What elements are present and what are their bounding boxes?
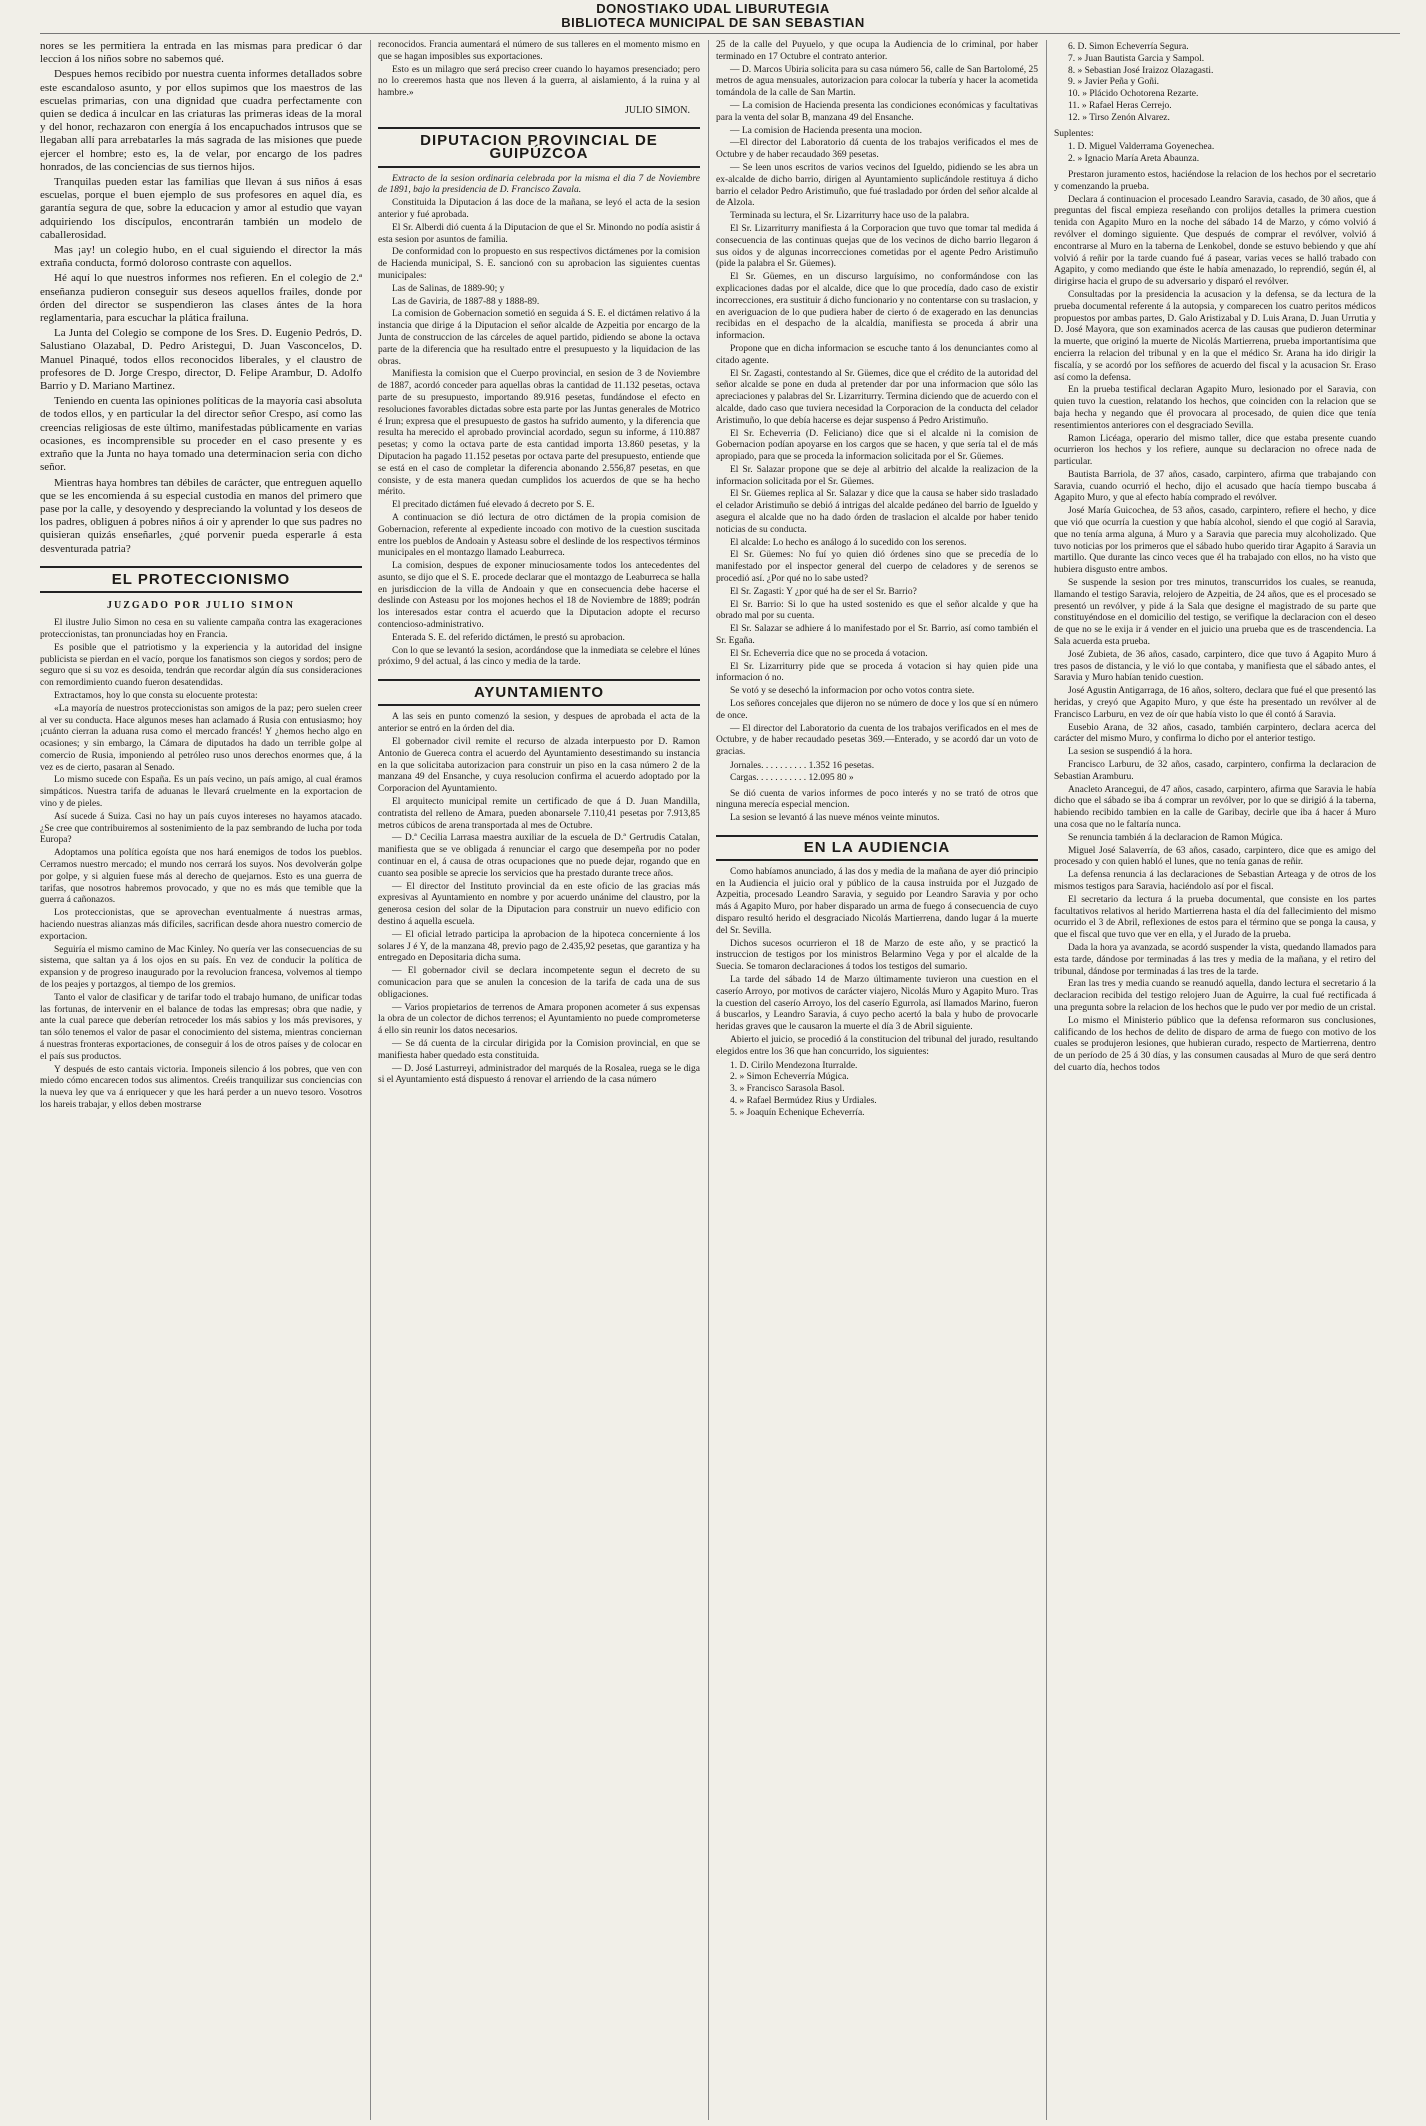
article-signature: JULIO SIMON. <box>625 104 690 116</box>
paragraph: Los proteccionistas, que se aprovechan eventualmente á nuestras armas, haciendo nuestras alianzas más difíciles, sacrifican desde ahora nuestro comercio de exportacion. <box>40 908 362 942</box>
column-4 <box>1054 40 1376 2120</box>
paragraph: A continuacion se dió lectura de otro dictámen de la propia comision de Gobernacion, referente al expediente incoado con motivo de la cuestion suscitada entre los pueblos de Andoain y Asteasu sobre el deslinde de los respectivos términos municipales en el montazgo llamado Leaburreca. <box>378 512 700 559</box>
paragraph: — El director del Instituto provincial da en este oficio de las gracias más expresivas al Ayuntamiento en nombre y por acuerdo unánime del claustro, por la generosa cesion del solar de la Diputacion para construir un nuevo edificio con destino á aquella escuela. <box>378 881 700 928</box>
paragraph: Extracto de la sesion ordinaria celebrada por la misma el dia 7 de Noviembre de 1891, bajo la presidencia de D. Francisco Zavala. <box>378 173 700 196</box>
paragraph: José Zubieta, de 36 años, casado, carpintero, dice que tuvo á Agapito Muro á tres pasos de distancia, y le vió lo que contaba, y manifiesta que el sábado antes, el Saravia y Muro habían tenido cuestion. <box>1054 649 1376 684</box>
paragraph: El Sr. Echeverria (D. Feliciano) dice que si el alcalde ni la comision de Gobernacion podían apoyarse en los cargos que se hacen, y que sería tal el de más apropiado, para que se proceda la informacion solicitada por el Sr. Güemes. <box>716 428 1038 463</box>
paragraph: La sesion se suspendió á la hora. <box>1068 747 1193 758</box>
paragraph: Tranquilas pueden estar las familias que llevan á sus niños á esas escuelas, porque el buen ejemplo de sus profesores en aquel día, es garantía segura de que, sobre la educacion y amor al estudio que vayan adquiriendo los discípulos, encontrarán también un modelo de caballerosidad. <box>40 176 362 241</box>
jury-list <box>1054 42 1376 125</box>
accounts-table <box>716 761 1038 785</box>
paragraph: La defensa renuncia á las declaraciones de Sebastian Arteaga y de otros de los mismos testigos para Saravia, haciéndolo así por el fiscal. <box>1054 870 1376 892</box>
paragraph: De conformidad con lo propuesto en sus respectivos dictámenes por la comision de Hacienda municipal, S. E. sancionó con su aprobacion las siguientes cuentas municipales: <box>378 247 700 281</box>
paragraph: Hé aquí lo que nuestros informes nos refieren. En el colegio de 2.ª enseñanza pudieron conseguir sus deseos aquellos frailes, donde por órden del director se suspendieron las clases ántes de la hora reglamentaria, para escuchar la plática frailuna. <box>40 272 362 325</box>
paragraph: El gobernador civil remite el recurso de alzada interpuesto por D. Ramon Antonio de Guereca contra el acuerdo del Ayuntamiento desestimando su instancia en la que solicitaba autorizacion para construir un piso en la casa número 2 de la manzana 49 del Ensanche, y cuya resolucion confirma el acuerdo adoptado por la Corporacion del Ayuntamiento. <box>378 737 700 795</box>
paragraph: El arquitecto municipal remite un certificado de que á D. Juan Mandilla, contratista del relleno de Amara, pueden abonarsele 7.110,41 pesetas por 7.913,85 metros cúbicos de arena transportada al mes de Octubre. <box>378 797 700 831</box>
paragraph: El Sr. Güemes: No fuí yo quien dió órdenes sino que se precedía de lo manifestado por el inspector general del cuerpo de celadores y de serenos se procedió así. ¿Por qué no lo sabe usted? <box>716 550 1038 585</box>
paragraph: — D. José Lasturreyi, administrador del marqués de la Rosalea, ruega se le diga si el Ayuntamiento está dispuesto á renovar el arriendo de la casa número <box>378 1063 700 1086</box>
paragraph: Así sucede á Suiza. Casi no hay un país cuyos intereses no hayamos atacado. ¿Se cree que contribuiremos al sostenimiento de la paz sembrando de lucha por toda Europa? <box>40 811 362 846</box>
jury-member: 12. » Tirso Zenón Alvarez. <box>1068 112 1170 123</box>
paragraph: El Sr. Zagasti: Y ¿por qué ha de ser el Sr. Barrio? <box>730 586 917 597</box>
paragraph: — El director del Laboratorio da cuenta de los trabajos verificados en el mes de Octubre, y de haber recaudado pesetas 369.—Enterado, y se acordó dar un voto de gracias. <box>716 723 1038 758</box>
paragraph: Se dió cuenta de varios informes de poco interés y no se trató de otros que ninguna merecía especial mencion. <box>716 788 1038 811</box>
paragraph: Constituida la Diputacion á las doce de la mañana, se leyó el acta de la sesion anterior y fué aprobada. <box>378 198 700 220</box>
paragraph: nores se les permitiera la entrada en las mismas para predicar ó dar leccion á los niños sobre no sabemos qué. <box>40 40 362 66</box>
paragraph: El Sr. Salazar se adhiere á lo manifestado por el Sr. Barrio, así como también el Sr. Egaña. <box>716 624 1038 647</box>
paragraph: — El oficial letrado participa la aprobacion de la hipoteca concerniente á los solares J é Y, de la manzana 48, previo pago de 2.435,92 pesetas, que garantiza y ha entregado en Depositaria dicha suma. <box>378 929 700 964</box>
paragraph: — D.ª Cecilia Larrasa maestra auxiliar de la escuela de D.ª Gertrudis Catalan, manifiesta que se ve obligada á renunciar el cargo que desempeña por no poder continuar en el, á causa de otras ocupaciones que no puede dejar, rogando que en cuanto sea posible se aprecie los servicios que ha prestado durante trece años. <box>378 833 700 879</box>
paragraph: El Sr. Lizarriturry manifiesta á la Corporacion que tuvo que tomar tal medida á consecuencia de las continuas quejas que de los vecinos de dicho barrio llegaron á sus oidos y de algunas incorrecciones cometidas por el agente Pedro Aristimuño (pide la palabra el Sr. Güemes). <box>716 223 1038 270</box>
paragraph: Bautista Barriola, de 37 años, casado, carpintero, afirma que trabajando con Saravia, cuando ocurrió el hecho, dijo el acusado que hacía tiempo buscaba á Agapito Muro, y que al efecto había comprado el revólver. <box>1054 469 1376 504</box>
paragraph: Manifiesta la comision que el Cuerpo provincial, en sesion de 3 de Noviembre de 1887, acordó conceder para aquellas obras la cantidad de 11.132 pesetas, octava parte de su presupuesto, importando 89.916 pesetas, fundándose el efecto en resoluciones favorables dictadas sobre esta parte por las Juntas generales de Motrico é Irun; expresa que el presupuesto de gastos ha sufrido aumento, y la diferencia que resulta ha merecido el aprobado provincial acordado, segun su informe, á 110.887 pesetas; y como la octava parte de esta cantidad importa 13.860 pesetas, y la Diputacion ha pagado 11.152 pesetas por octava parte del presupuesto, entiende que se está en el caso de completar la diferencia abonando 2.556,87 pesetas, en que consiste, y de esta manera quedan cumplidos los acuerdos de que se ha hecho mérito. <box>378 369 700 498</box>
paragraph: El alcalde: Lo hecho es análogo á lo sucedido con los serenos. <box>730 537 967 548</box>
paragraph: Anacleto Arancegui, de 47 años, casado, carpintero, afirma que Saravia le había dicho que el sábado se iba á comprar un revólver, por lo que se dirigió á la taberna, habiendo recibido tambien en la calle de Garibay, decirle que iba á hacer á Muro una cosa que no le faltaría nunca. <box>1054 784 1376 830</box>
suplente-member: 2. » Ignacio María Areta Abaunza. <box>1068 154 1200 165</box>
paragraph: El ilustre Julio Simon no cesa en su valiente campaña contra las exageraciones proteccionistas, tan pronunciadas hoy en Francia. <box>40 618 362 640</box>
paragraph: Terminada su lectura, el Sr. Lizarriturry hace uso de la palabra. <box>730 211 970 222</box>
paragraph: Declara á continuacion el procesado Leandro Saravia, casado, de 30 años, que á preguntas del fiscal empieza reseñando con prolijos detalles la primera cuestion tenida con Agapito Muro en la noche del sábado 14 de Marzo, y cómo volvió á revólver el domingo siguiente. Que después de comprar el revólver, volvió á encontrarse al Muro en la taberna de Lenkobel, donde se estuvo bebiendo y que ahí volvió á reñir por la tarde cuando fué á pasear, varias veces se halló trabado con Agapito, y como mediando que éste le había amenazado, lo reprendió, según él, al dirigirse hacia el grupo de su adversario y disparó el revólver. <box>1054 194 1376 288</box>
paragraph: El Sr. Güemes, en un discurso larguísimo, no conformándose con las explicaciones dadas por el alcalde, dice que lo que procedía, dado caso de existir incorrecciones, era sustituir á dicho funcionario y no contentarse con su traslacion, y en averiguacion de lo que pudiera haber de cierto ó de exagerado en las denuncias recibidas en el despacho de la alcaldía, manifiesta se proceda á abrir una informacion. <box>716 272 1038 342</box>
section-subheading: JUZGADO POR JULIO SIMON <box>107 599 295 611</box>
paragraph: Consultadas por la presidencia la acusacion y la defensa, se da lectura de la prueba documental referente á la autopsia, y comparecen los cuatro peritos médicos propuestos por ambas partes, D. Galo Aristizabal y D. Luis Arana, D. Juan Urrutia y D. José Mayora, que son examinados acerca de las causas que pudieron determinar la muerte, que originó la muerte de Nicolás Martierrena, prueba importantísima que encierra la relacion del tribunal y en la que el médico Sr. Arana ha ido dirigir la fiscalía, y se acordó por los sefñores de acuerdo del fiscal y la acusacion Sr. Eraso así como la defensa. <box>1054 289 1376 383</box>
paragraph: — Se dá cuenta de la circular dirigida por la Comision provincial, en que se manifiesta haber quedado esta constituida. <box>378 1038 700 1061</box>
paragraph: El precitado dictámen fué elevado á decreto por S. E. <box>392 500 595 511</box>
paragraph: Eran las tres y media cuando se reanudó aquella, dando lectura el secretario á la declaracion recibida del testigo relojero Juan de Aguirre, la cual fué rectificada á una pregunta sobre la relacion de los hechos que le pudo ver por medio de un cristal. <box>1054 979 1376 1013</box>
paragraph: 25 de la calle del Puyuelo, y que ocupa la Audiencia de lo criminal, por haber terminado en 17 Octubre el contrato anterior. <box>716 40 1038 62</box>
article-body <box>378 712 700 1087</box>
paragraph: El Sr. Zagasti, contestando al Sr. Güemes, dice que el crédito de la autoridad del señor alcalde se pone en duda al pretender dar por una informacion que sólo las apreciaciones y palabras del Sr. Lizarriturry. Termina diciendo que de acuerdo con el alcalde, dado caso que tuviera necesidad la Corporacion de la conducta del celador Aristimuño, lo que debía hacerse es dejar suspenso á Pedro Aristimuño. <box>716 368 1038 426</box>
jury-member: 2. » Simon Echeverría Múgica. <box>730 1072 849 1083</box>
column-divider <box>370 40 371 2120</box>
paragraph: Lo mismo el Ministerio público que la defensa reformaron sus conclusiones, calificando de los hechos de delito de disparo de arma de fuego con motivo de los cuales se produjeron lesiones, que hubieran curado, respecto de Martierrena, dentro de un período de 25 á 30 días, y las consumen causadas al Muro de que será dentro del cuarto día, hechos todos <box>1054 1015 1376 1073</box>
jury-member: 11. » Rafael Heras Cerrejo. <box>1068 100 1172 111</box>
article-body <box>378 174 700 670</box>
paragraph: Ramon Licéaga, operario del mismo taller, dice que estaba presente cuando ocurrieron los hechos y los refiere, aunque su declaracion no ofrece nada de particular. <box>1054 433 1376 468</box>
paragraph: El secretario da lectura á la prueba documental, que consiste en los partes facultativos relativos al herido Martierrena hasta el día del fallecimiento del mismo ocurrido el 3 de Abril, reflexiones de estos para el término que se ponga la causa, y que el fiscal que tuvo que ver en ella, y el Jurado de la prueba. <box>1054 894 1376 941</box>
suplentes-list <box>1054 142 1376 166</box>
jury-member: 6. D. Simon Echeverría Segura. <box>1068 42 1189 52</box>
paragraph: El Sr. Barrio: Si lo que ha usted sostenido es que el señor alcalde y que ha obrado mal por su cuenta. <box>716 599 1038 622</box>
paragraph: Esto es un milagro que será preciso creer cuando lo hayamos presenciado; pero no lo creeremos hasta que nos lleven á la guerra, al aislamiento, á la ruina y al hambre.» <box>378 64 700 99</box>
paragraph: Francisco Larburu, de 32 años, casado, carpintero, confirma la declaracion de Sebastian Aramburu. <box>1054 760 1376 782</box>
paragraph: Propone que en dicha informacion se escuche tanto á los denunciantes como al citado agente. <box>716 343 1038 366</box>
jury-member: 9. » Javier Peña y Goñi. <box>1068 77 1160 88</box>
paragraph: La sesion se levantó á las nueve ménos veinte minutos. <box>730 813 940 824</box>
paragraph: — Se leen unos escritos de varios vecinos del Igueldo, pidiendo se les abra un ex-alcalde de dicho barrio, dirigen al Ayuntamiento suplicándole restituya á dicho barrio el celador Pedro Aristimuño, que fué trasladado por órden del señor alcalde al de Alzola. <box>716 162 1038 209</box>
paragraph: Dada la hora ya avanzada, se acordó suspender la vista, quedando llamados para esta tarde, dándose por terminadas á las tres y media de la mañana, y el retiro del tribunal, dándose por terminadas á las tres de la tarde. <box>1054 942 1376 977</box>
paragraph: Adoptamos una política egoísta que nos hará enemigos de todos los pueblos. Cerramos nuestro mercado; el mundo nos cerrará los suyos. Nos devolverán golpe por golpe, y si alguien fuese más al derecho de quejarnos. Esto es una guerra de tarifas, que nosotros habremos provocado, y que no es más que temible que la guerra á cañonazos. <box>40 848 362 906</box>
paragraph: Mas ¡ay! un colegio hubo, en el cual siguiendo el director la más extraña conducta, formó doloroso contraste con aquellos. <box>40 244 362 270</box>
library-masthead <box>0 2 1426 30</box>
paragraph: Y después de esto cantais victoria. Imponeis silencio á los pobres, que ven con miedo cómo encarecen todos sus alimentos. Creéis tranquilizar sus conciencias con la nueva ley que va á enriquecer y que les hará perder a un nuevo tesoro. Vosotros los hareis trabajar, y ellos deben mostrarse <box>40 1064 362 1110</box>
section-heading-diputacion: DIPUTACION PROVINCIAL DE GUIPÚZCOA <box>378 127 700 167</box>
paragraph: El Sr. Echeverria dice que no se proceda á votacion. <box>730 648 928 659</box>
paragraph: José Agustin Antigarraga, de 16 años, soltero, declara que fué el que presentó las heridas, y creyó que Agapito Muro, y que éste ha presentado un revólver al de Francisco Larburu, en vez de oír que había visto lo que él contó á Saravia. <box>1054 686 1376 720</box>
article-body <box>40 618 362 1112</box>
paragraph: Eusebio Arana, de 32 años, casado, también carpintero, declara acerca del carácter del mismo Muro, y confirma lo dicho por el anterior testigo. <box>1054 722 1376 745</box>
paragraph: José María Guicochea, de 53 años, casado, carpintero, refiere el hecho, y dice que vió que ocurría la cuestion y que había alcohol, siendo el que cogió al Saravia, que no tenía arma alguna, á Muro y a Saravia que parecia muy alcoholizado. Que tuvo noticias por los primeros que el sábado hubo querido tirar Agapito á Saravia un martillo. Que durante las cinco veces que él ha trabajado con ellos, no ha visto que hubiera disgusto entre ambos. <box>1054 506 1376 576</box>
paragraph: En la prueba testifical declaran Agapito Muro, lesionado por el Saravia, con quien tuvo la cuestion, relatando los hechos, que coinciden con la relacion que se baja hecha y negando que él provocara al procesado, de quien dice que tenía resentimientos anteriores con el desgraciado Sevilla. <box>1054 385 1376 431</box>
paragraph: Se renuncia también á la declaracion de Ramon Múgica. <box>1068 832 1283 843</box>
section-heading-audiencia: EN LA AUDIENCIA <box>716 835 1038 861</box>
paragraph: —El director del Laboratorio dá cuenta de los trabajos verificados el mes de Octubre y de haber recaudado 369 pesetas. <box>716 138 1038 161</box>
paragraph: Dichos sucesos ocurrieron el 18 de Marzo de este año, y se practicó la instruccion de testigos por los ministros Belarmino Vega y por el alcalde de la Suecia. Se tomaron declaraciones á todos los testigos del sumario. <box>716 938 1038 973</box>
paragraph: Con lo que se levantó la sesion, acordándose que la inmediata se celebre el lúnes próximo, 9 del actual, á las cinco y media de la tarde. <box>378 645 700 668</box>
paragraph: Las de Salinas, de 1889-90; y <box>392 283 505 294</box>
paragraph: «La mayoría de nuestros proteccionistas son amigos de la paz; pero suelen creer al ver su conducta. Hace algunos meses han aclamado á Rusia con entusiasmo; hoy ¡cuánto cierran la aduana rusa como el mercado francés! Y ¿hemos hecho algo en ocasiones; y sin embargo, la Cámara de diputados ha dado un terrible golpe al comercio de Rusia, imponiendo al petróleo ruso unos derechos enormes que, á la vez es de cierto, pasaran al Senado. <box>40 703 362 773</box>
jury-member: 10. » Plácido Ochotorena Rezarte. <box>1068 89 1199 100</box>
column-divider <box>1046 40 1047 2120</box>
paragraph: — El gobernador civil se declara incompetente segun el decreto de su comunicacion para que se anulen la concesion de la tarifa de cada una de sus obligaciones. <box>378 966 700 1000</box>
paragraph: A las seis en punto comenzó la sesion, y despues de aprobada el acta de la anterior se entró en la órden del dia. <box>378 712 700 735</box>
paragraph: Teniendo en cuenta las opiniones políticas de la mayoría casi absoluta de todos ellos, y en particular la del director señor Crespo, así como las creencias religiosas de este último, manifestadas públicamente en varias ocasiones, es incomprensible su proceder en el caso presente y es extraño que la Junta no haya tomado una determinacion seria con dicho señor. <box>40 395 362 474</box>
paragraph: Es posible que el patriotismo y la experiencia y la autoridad del insigne publicista se pierdan en el vacío, porque los fanatismos son ciegos y sordos; pero de seguro que si su voz es desoida, tendrán que recordar algún día sus consideraciones con remordimiento cuando fueron desatendidas. <box>40 642 362 689</box>
paragraph: — La comision de Hacienda presenta una mocion. <box>730 125 923 136</box>
top-rule <box>40 33 1400 34</box>
paragraph: Tanto el valor de clasificar y de tarifar todo el trabajo humano, de unificar todas las fortunas, de intervenir en el balance de todas las empresas; obra que nadie, y ante la cual parece que deberían retroceder los más sabios y los más previsores, y tan sólo tenemos el valor de pasar el conocimiento del sistema, mientras conciernan á nuestras fronteras exportaciones, de conseguir á los de otros países y de colocar en el país sus productos. <box>40 992 362 1062</box>
article-body <box>378 40 700 100</box>
paragraph: Miguel José Salaverría, de 63 años, casado, carpintero, dice que es amigo del procesado y con quien habló el lunes, que no tenía ganas de reñir. <box>1054 845 1376 868</box>
paragraph: Como habíamos anunciado, á las dos y media de la mañana de ayer dió principio en la Audiencia el juicio oral y público de la causa instruida por el Juzgado de Azpeitia, procesado Leandro Saravia, y seguido por Leandro Saravia y por ocho más á Agapito Muro, por haber disparado un arma de fuego á consecuencia de cuyo disparo resultó herido el desgraciado Nicolás Martierrena, dando lugar á la muerte del Sr. Sevilla. <box>716 866 1038 936</box>
jury-member: 4. » Rafael Bermúdez Rius y Urdiales. <box>730 1095 877 1106</box>
column-3 <box>716 40 1038 2120</box>
paragraph: La tarde del sábado 14 de Marzo últimamente tuvieron una cuestion en el caserío Arroyo, por motivos de carácter viajero, Nicolás Muro y Agapito Muro. Tras la cuestion del caserío Arroyo, los del caserío Egurrola, así llamados Marino, fueron á buscarlos, y Leandro Saravia, á cuyo pecho acertó la bala y hubo de provocarle heridas graves que le causaron la muerte el día 3 de Abril siguiente. <box>716 974 1038 1033</box>
section-heading-ayuntamiento: AYUNTAMIENTO <box>378 679 700 706</box>
accounts-row: Jornales. . . . . . . . . . 1.352 16 pesetas. <box>730 761 875 772</box>
jury-member: 8. » Sebastian José Iraizoz Olazagasti. <box>1068 65 1214 76</box>
suplentes-label: Suplentes: <box>1054 128 1094 139</box>
paragraph: Abierto el juicio, se procedió á la constitucion del tribunal del jurado, resultando elegidos entre los 36 que han concurrido, los siguientes: <box>716 1034 1038 1057</box>
paragraph: Las de Gaviria, de 1887-88 y 1888-89. <box>392 296 540 307</box>
paragraph: Los señores concejales que dijeron no se número de doce y los que sí en número de once. <box>716 699 1038 721</box>
paragraph: La comision, despues de exponer minuciosamente todos los antecedentes del asunto, se dijo que el S. E. procede declarar que el montazgo de Leaburreca se halla en jurisdiccion de la villa de Andoain y que en consecuencia debe hacerse el deslinde con Asteasu por los mojones hechos el 18 de Noviembre de 1889; podrán los interesados estar contra el acuerdo que la Diputacion adopte el recurso contencioso-administrativo. <box>378 561 700 631</box>
jury-member: 5. » Joaquín Echenique Echeverría. <box>730 1107 865 1118</box>
masthead-line-2: BIBLIOTECA MUNICIPAL DE SAN SEBASTIAN <box>561 15 865 30</box>
jury-member: 3. » Francisco Sarasola Basol. <box>730 1084 845 1095</box>
column-2 <box>378 40 700 2120</box>
paragraph: Despues hemos recibido por nuestra cuenta informes detallados sobre este escandaloso asunto, y por ellos supimos que los maestros de las escuelas primarias, con una dignidad que cuadra perfectamente con quien se dedica á inculcar en las criaturas las primeras ideas de la moral y del honor, rechazaron con energía á los encapuchados intrusos que se llegaban allí para arrebatarles la más sagrada de las misiones que puede ejercer el hombre; esto es, la de velar, por encargo de los padres honrados, de las conciencias de sus tiernos hijos. <box>40 68 362 173</box>
column-divider <box>708 40 709 2120</box>
paragraph: Extractamos, hoy lo que consta su elocuente protesta: <box>54 690 258 701</box>
paragraph: — D. Marcos Ubiria solicita para su casa número 56, calle de San Bartolomé, 25 metros de agua mensuales, autorizacion para colocar la tubería y hacer la acometida tomándola de la calle de San Martin. <box>716 64 1038 99</box>
paragraph: Se suspende la sesion por tres minutos, transcurridos los cuales, se reanuda, llamando el testigo Saravia, relojero de Azpeitia, de 24 años, que es el procesado se presentó un revólver, y pide á la Sala que designe el magistrado de su parte que constituyéndose en el domicilio del testigo, se verifique la declaracion con el deseo de que no se le exija ir á vender en el juicio una prueba que es de trascendencia. La Sala acuerda esta prueba. <box>1054 578 1376 648</box>
paragraph: Mientras haya hombres tan débiles de carácter, que entreguen aquello que se les encomienda á su especial custodia en manos del primero que pase por la calle, y desoyendo y despreciando la voluntad y los deseos de los padres, obliguen á pobres niños á oir y aprender lo que sus padres no quisieran quizás enseñarles, ¿qué porvenir pueda esperarle á esta desventurada patria? <box>40 476 362 555</box>
accounts-row: Cargas. . . . . . . . . . . 12.095 80 » <box>730 772 854 783</box>
paragraph: Seguiría el mismo camino de Mac Kinley. No quería ver las consecuencias de su sistema, que saltan ya á los ojos en su país. En vez de conducir la política de expansion y de progreso inaugurado por la revolucion francesa, volvemos al tiempo de los peajes y portazgos, al tiempo de los gremios. <box>40 944 362 991</box>
masthead-line-1: DONOSTIAKO UDAL LIBURUTEGIA <box>596 1 830 16</box>
section-heading-proteccionismo: EL PROTECCIONISMO <box>40 566 362 593</box>
paragraph: reconocidos. Francia aumentará el número de sus talleres en el momento mismo en que se hagan imposibles sus exportaciones. <box>378 40 700 62</box>
paragraph: El Sr. Güemes replica al Sr. Salazar y dice que la causa se haber sido trasladado el celador Aristimuño se debió á intrigas del alcalde pedáneo del barrio de Igueldo y asegura el alcalde que no ha dado órden de traslacion el alcalde por haber tenido noticias de su conducta. <box>716 489 1038 535</box>
jury-member: 7. » Juan Bautista Garcia y Sampol. <box>1068 53 1205 64</box>
paragraph: El Sr. Alberdi dió cuenta á la Diputacion de que el Sr. Minondo no podía asistir á esta sesion por asuntos de familia. <box>378 222 700 245</box>
paragraph: La Junta del Colegio se compone de los Sres. D. Eugenio Pedrós, D. Salustiano Olazabal, D. Pedro Aristegui, D. Juan Vasconcelos, D. Manuel Pinaqué, todos ellos reconocidos liberales, y el claustro de profesores de D. Jorge Crespo, director, D. Felipe Arambur, D. Adolfo Barrio y D. Mariano Martinez. <box>40 327 362 393</box>
jury-member: 1. D. Cirilo Mendezona Iturralde. <box>730 1060 858 1071</box>
paragraph: Se votó y se desechó la informacion por ocho votos contra siete. <box>730 686 975 697</box>
column-1 <box>40 40 362 2120</box>
paragraph: Lo mismo sucede con España. Es un país vecino, un país amigo, al cual éramos simpáticos. Nuestra tarifa de aduanas le llevará cruelmente en la exportacion de vino y de pieles. <box>40 775 362 810</box>
paragraph: Prestaron juramento estos, haciéndose la relacion de los hechos por el secretario y comenzando la prueba. <box>1054 169 1376 192</box>
paragraph: — La comision de Hacienda presenta las condiciones económicas y facultativas para la venta del solar B, manzana 49 del Ensanche. <box>716 100 1038 123</box>
paragraph: El Sr. Salazar propone que se deje al arbitrio del alcalde la realizacion de la informacion solicitada por el Sr. Güemes. <box>716 464 1038 487</box>
paragraph: El Sr. Lizarriturry pide que se proceda á votacion si hay quien pide una informacion ó no. <box>716 661 1038 684</box>
paragraph: Enterada S. E. del referido dictámen, le prestó su aprobacion. <box>392 632 625 643</box>
jury-list <box>716 1061 1038 1120</box>
paragraph: — Varios propietarios de terrenos de Amara proponen acometer á sus expensas la obra de un colector de dichos terrenos; el Ayuntamiento no puede comprometerse á ello sin reunir los datos necesarios. <box>378 1002 700 1037</box>
paragraph: La comision de Gobernacion sometió en seguida á S. E. el dictámen relativo á la instancia que dirige á la Diputacion el señor alcalde de Azpeitia por encargo de la Junta de construccion de las cárceles de aquel partido, pidiendo se abone la octava parte de la diferencia que ha resultado entre el presupuesto y la liquidacion de las obras. <box>378 309 700 367</box>
suplente-member: 1. D. Miguel Valderrama Goyenechea. <box>1068 142 1215 153</box>
